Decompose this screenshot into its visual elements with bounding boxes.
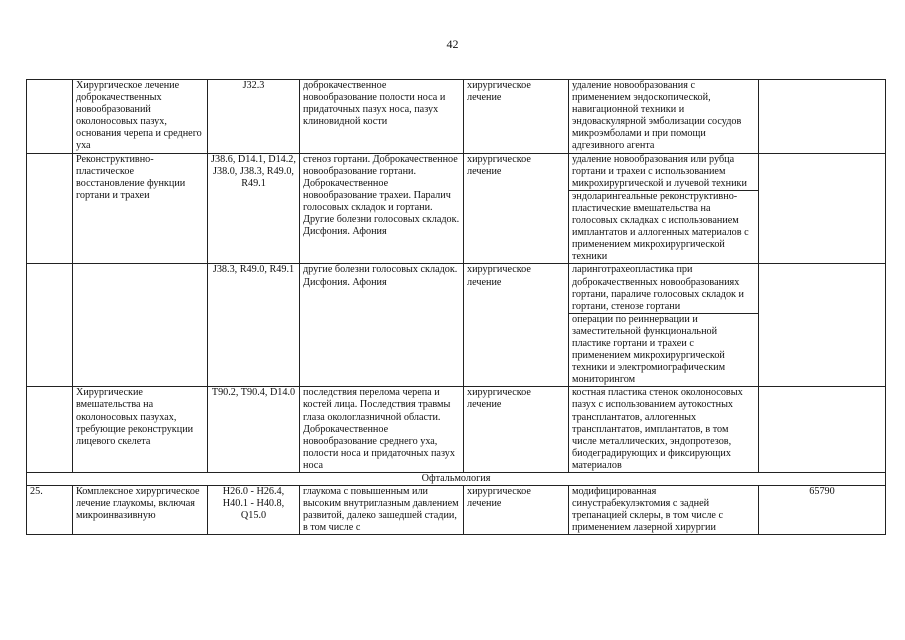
treatment-type-cell xyxy=(464,486,569,535)
diagnosis-cell: последствия перелома черепа и костей лица. Последствия травмы глаза окологлазничной области. Доброкачественное новообразование среднего уха, полости носа и придаточных пазух носа xyxy=(300,387,464,473)
row-number-cell xyxy=(27,153,73,264)
table-row xyxy=(27,486,886,535)
page-number: 42 xyxy=(446,37,459,51)
row-number-cell xyxy=(27,264,73,387)
diagnosis-cell: доброкачественное новообразование полости носа и придаточных пазух носа, пазух клиновидной кости xyxy=(300,80,464,154)
care-name-cell: Реконструктивно-пластическое восстановление функции гортани и трахеи xyxy=(73,153,208,264)
row-number-cell xyxy=(27,486,73,535)
method-item: удаление новообразования или рубца гортани и трахеи с использованием микрохирургической и лучевой техники xyxy=(572,153,747,189)
table-row xyxy=(27,80,886,154)
care-name-cell xyxy=(73,486,208,535)
diagnosis-cell xyxy=(300,486,464,535)
icd-codes: H26.0 - H26.4, H40.1 - H40.8, Q15.0 xyxy=(222,486,285,522)
price-cell xyxy=(759,264,886,387)
row-number-cell xyxy=(27,387,73,473)
treatment-type-cell: хирургическое лечение xyxy=(464,387,569,473)
treatment-type-cell: хирургическое лечение xyxy=(464,264,569,387)
table-row xyxy=(27,153,886,264)
diagnosis: глаукома с повышенным или высоким внутриглазным давлением развитой, далеко зашедшей стадии, в том числе с xyxy=(303,486,459,534)
method-cell: удаление новообразования с применением эндоскопической, навигационной техники и эндоваскулярной эмболизации сосудов микроэмболами и при помощи адгезивного агента xyxy=(569,80,759,154)
icd-codes-cell xyxy=(208,486,300,535)
price: 65790 xyxy=(809,486,835,498)
row-number: 25. xyxy=(30,486,43,498)
method-cell xyxy=(569,486,759,535)
price-cell xyxy=(759,80,886,154)
method-cell xyxy=(569,264,759,387)
method-cell: костная пластика стенок околоносовых пазух с использованием аутокостных трансплантатов, аллогенных трансплантатов, имплантатов, в том числе металлических, эндопротезов, биодеградирующих и фиксирующих материалов xyxy=(569,387,759,473)
icd-codes-cell: J38.6, D14.1, D14.2, J38.0, J38.3, R49.0, R49.1 xyxy=(208,153,300,264)
price-cell xyxy=(759,387,886,473)
treatment-type-cell: хирургическое лечение xyxy=(464,80,569,154)
table-row xyxy=(27,264,886,387)
diagnosis-cell: другие болезни голосовых складок. Дисфония. Афония xyxy=(300,264,464,387)
icd-codes-cell: J32.3 xyxy=(208,80,300,154)
care-name: Комплексное хирургическое лечение глаукомы, включая микроинвазивную xyxy=(76,486,200,522)
section-title: Офтальмология xyxy=(27,473,886,486)
treatment-type: хирургическое лечение xyxy=(467,486,531,510)
care-name-cell xyxy=(73,264,208,387)
price-cell xyxy=(759,486,886,535)
icd-codes-cell: J38.3, R49.0, R49.1 xyxy=(208,264,300,387)
treatment-type-cell: хирургическое лечение xyxy=(464,153,569,264)
method-item: ларинготрахеопластика при доброкачественных новообразованиях гортани, параличе голосовых складок и гортани, стенозе гортани xyxy=(572,264,745,312)
row-number-cell xyxy=(27,80,73,154)
care-name-cell: Хирургическое лечение доброкачественных новообразований околоносовых пазух, основания черепа и среднего уха xyxy=(73,80,208,154)
care-name-cell: Хирургические вмешательства на околоносовых пазухах, требующие реконструкции лицевого скелета xyxy=(73,387,208,473)
method-item: операции по реиннервации и заместительной функциональной пластике гортани и трахеи с применением микрохирургической техники и электромиографическим мониторингом xyxy=(569,313,758,387)
method-item: эндоларингеальные реконструктивно-пластические вмешательства на голосовых складках с использованием имплантатов и аллогенных материалов с применением микрохирургической техники xyxy=(569,190,758,264)
section-row xyxy=(27,473,886,486)
method-cell xyxy=(569,153,759,264)
method-item: модифицированная синустрабекулэктомия с задней трепанацией склеры, в том числе с применением лазерной хирургии xyxy=(572,486,724,534)
diagnosis-cell: стеноз гортани. Доброкачественное новообразование гортани. Доброкачественное новообразование трахеи. Паралич голосовых складок и гортани. Другие болезни голосовых складок. Дисфония. Афония xyxy=(300,153,464,264)
table-row xyxy=(27,387,886,473)
icd-codes-cell: T90.2, T90.4, D14.0 xyxy=(208,387,300,473)
price-cell xyxy=(759,153,886,264)
medical-care-table xyxy=(26,79,886,535)
